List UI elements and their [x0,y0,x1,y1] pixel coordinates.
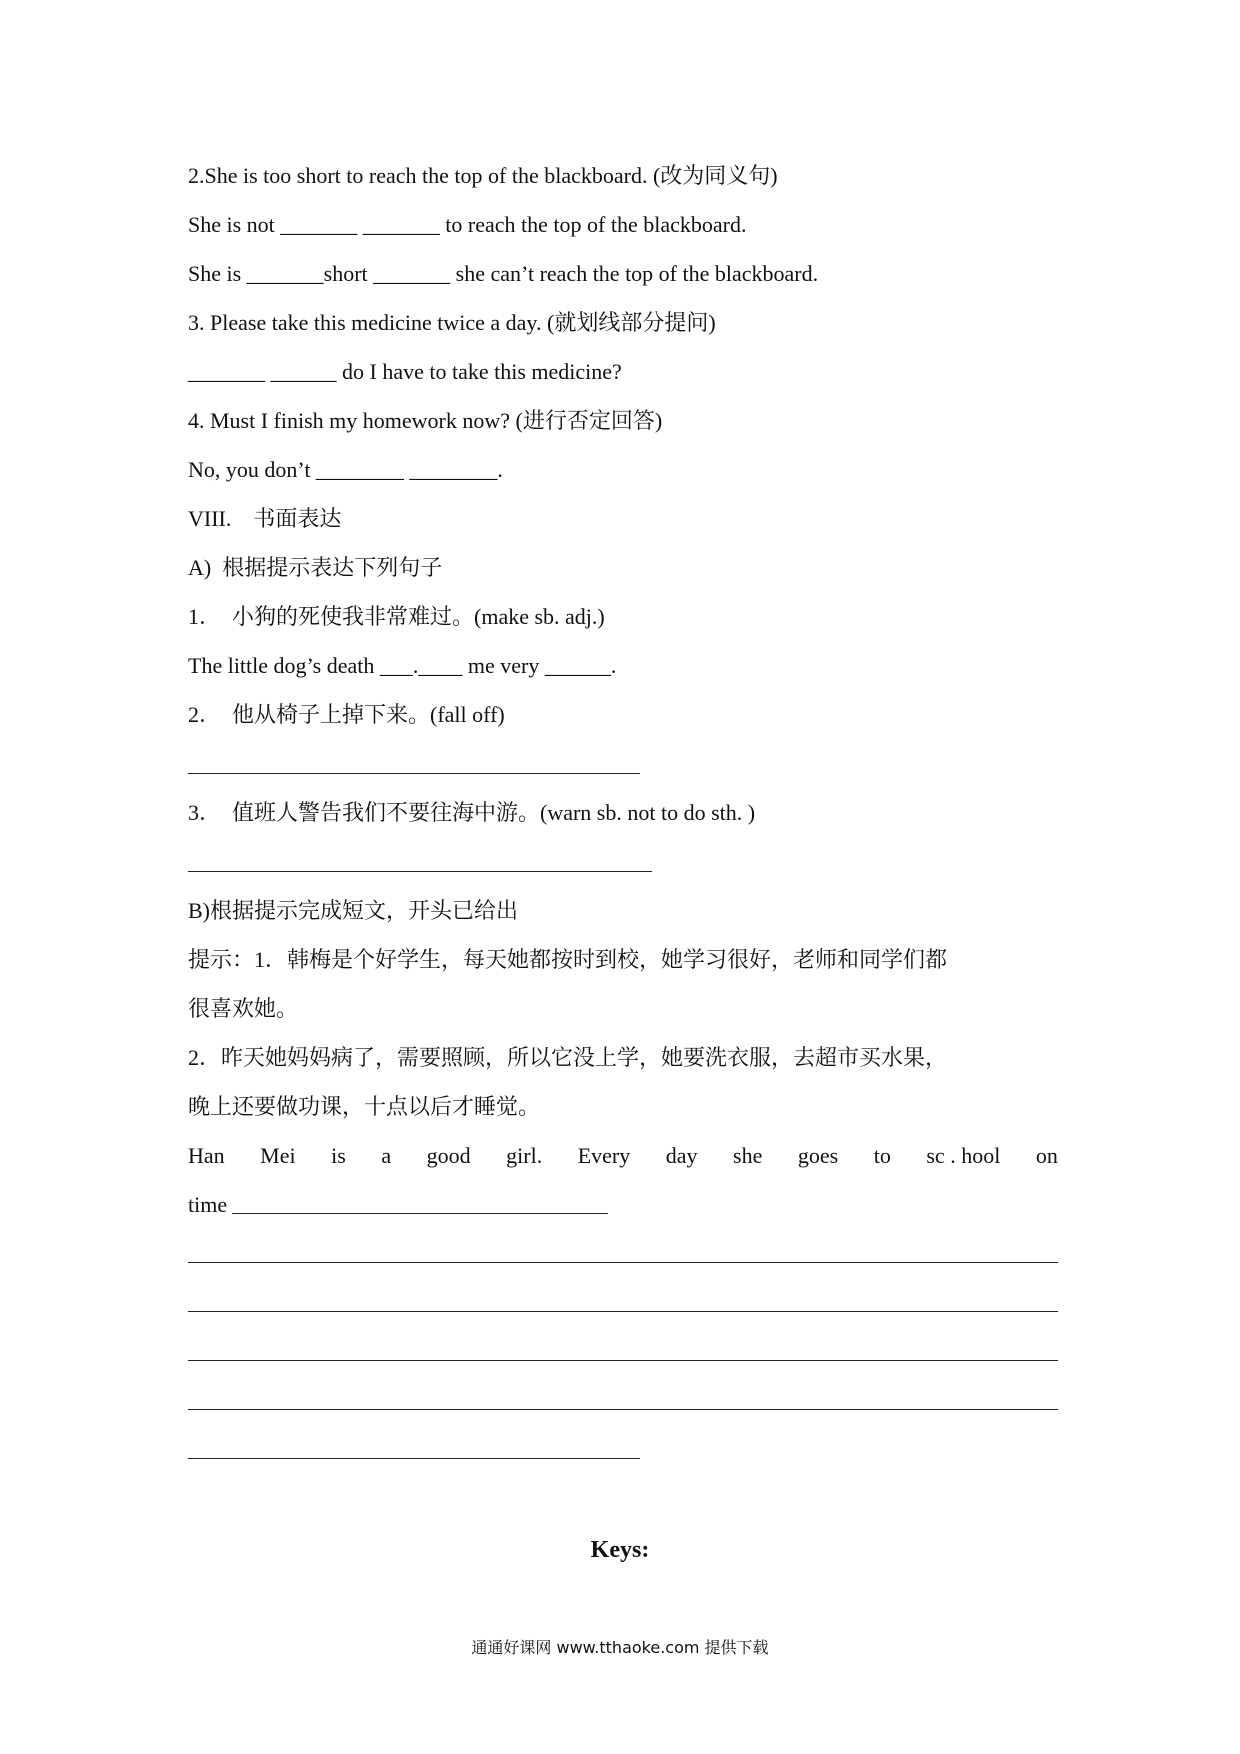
essay-start-word: Mei [260,1143,296,1168]
part-a-item1-answer: The little dog’s death ___.____ me very ______. [188,653,617,678]
essay-start-word: Every [577,1143,631,1168]
q3-prompt: 3. Please take this medicine twice a day. (就划线部分提问) [188,310,716,335]
essay-start-word: is [331,1143,346,1168]
page-footer: 通通好课网 www.tthaoke.com 提供下载 [471,1638,769,1657]
essay-start-word: day [665,1143,698,1168]
essay-answer-line [232,1213,608,1214]
part-a-item1: 1． 小狗的死使我非常难过。(make sb. adj.) [188,604,605,629]
essay-answer-line [188,1458,640,1459]
essay-answer-line [188,1360,1058,1361]
part-a-item2: 2． 他从椅子上掉下来。(fall off) [188,702,505,727]
part-a-heading: A) 根据提示表达下列句子 [188,555,443,580]
q2-prompt: 2.She is too short to reach the top of the blackboard. (改为同义句) [188,163,778,188]
essay-start-word: a [381,1143,392,1168]
q2-line1: She is not _______ _______ to reach the top of the blackboard. [188,212,747,237]
essay-start-word: sc . hool [926,1143,1001,1168]
q4-prompt: 4. Must I finish my homework now? (进行否定回答) [188,408,663,433]
part-b-hint1-b: 很喜欢她。 [188,996,299,1021]
essay-start-word: on [1035,1143,1058,1168]
essay-start-word: she [733,1143,763,1168]
q2-line2: She is _______short _______ she can’t reach the top of the blackboard. [188,261,819,286]
essay-start-word: good [426,1143,471,1168]
q3-line1: _______ ______ do I have to take this medicine? [188,359,622,384]
answer-line-item2 [188,773,640,774]
essay-start-word: goes [797,1143,839,1168]
section-viii-heading: VIII. 书面表达 [188,506,342,531]
keys-heading: Keys: [590,1537,650,1563]
part-b-hint1-a: 提示：1．韩梅是个好学生，每天她都按时到校，她学习很好，老师和同学们都 [188,947,948,972]
essay-start-word: girl. [506,1143,543,1168]
essay-answer-line [188,1409,1058,1410]
answer-line-item3 [188,871,652,872]
essay-answer-line [188,1311,1058,1312]
part-b-heading: B)根据提示完成短文，开头已给出 [188,898,519,923]
q4-line1: No, you don’t ________ ________. [188,457,503,482]
part-b-hint2-b: 晚上还要做功课，十点以后才睡觉。 [188,1094,541,1119]
part-b-hint2-a: 2．昨天她妈妈病了，需要照顾，所以它没上学，她要洗衣服，去超市买水果， [188,1045,948,1070]
essay-start-word: to [873,1143,891,1168]
essay-start-word: Han [188,1143,225,1168]
essay-start-line [188,1142,1058,1170]
essay-start-line2: time [188,1192,228,1217]
part-a-item3: 3． 值班人警告我们不要往海中游。(warn sb. not to do sth. ) [188,800,756,825]
essay-answer-line [188,1262,1058,1263]
